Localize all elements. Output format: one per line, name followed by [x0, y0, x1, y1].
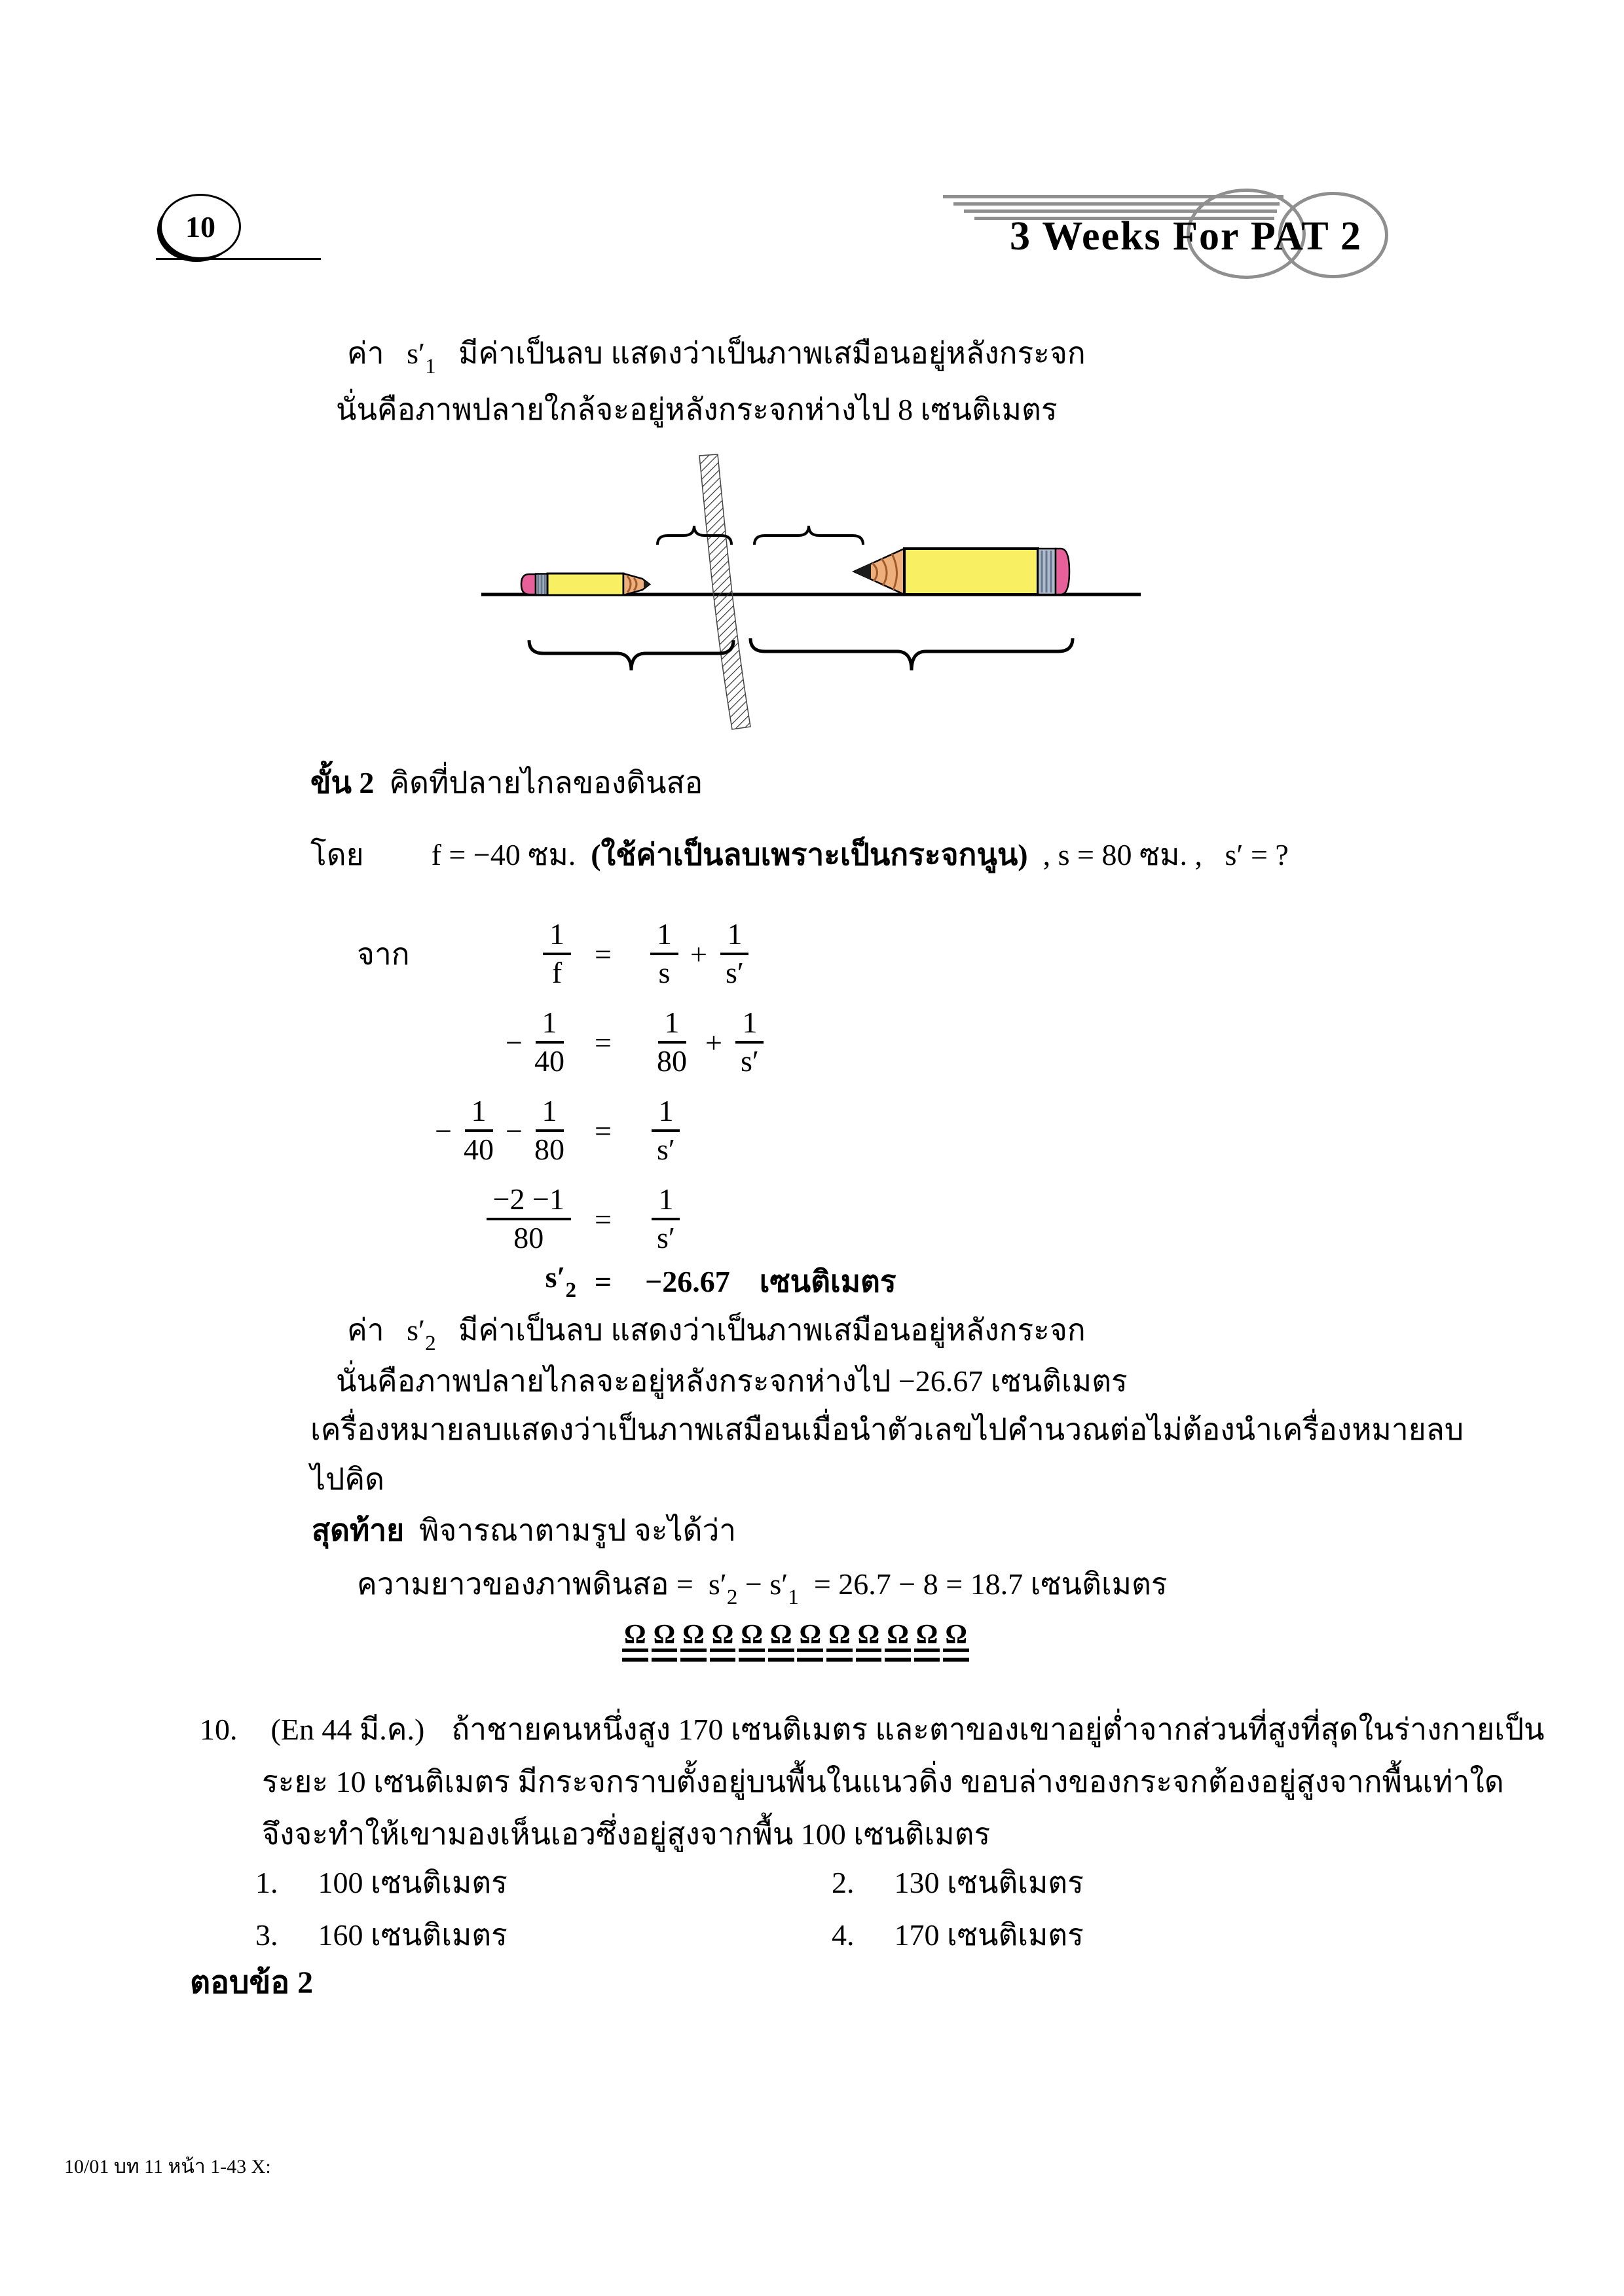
image-pencil-tip	[854, 563, 871, 580]
equals-sign: =	[595, 1202, 612, 1236]
result-unit: เซนติเมตร	[759, 1264, 896, 1298]
frac-1-over-40: $\frac{1}{40}$	[534, 1006, 564, 1078]
separator-glyph: Ω	[885, 1622, 911, 1662]
brace-bottom-right	[750, 638, 1073, 670]
final-label: สุดท้าย	[312, 1514, 405, 1547]
minus-sign: −	[506, 1114, 523, 1148]
separator	[622, 1622, 969, 1662]
convex-mirror	[699, 454, 750, 729]
page-number-badge	[160, 194, 241, 259]
final-answer-line: ความยาวของภาพดินสอ = $s'_2 - s'_1 = 26.7 - 8 = 18.7$ เซนติเมตร	[357, 1567, 1168, 1609]
s1-variable: $s'_1$	[769, 1567, 799, 1609]
object-pencil-body	[547, 574, 623, 595]
separator-glyph: Ω	[943, 1622, 969, 1662]
intro-line-1	[347, 334, 1086, 380]
separator-glyph: Ω	[739, 1622, 765, 1662]
separator-glyph: Ω	[710, 1622, 736, 1662]
plus-sign: +	[690, 937, 707, 971]
frac-1-over-80: $\frac{1}{80}$	[534, 1094, 564, 1166]
equation-1	[0, 911, 1624, 996]
frac-1-over-s-prime: $\frac{1}{s'}$	[650, 1095, 682, 1166]
question-number: 10.	[200, 1713, 238, 1746]
page-number: 10	[185, 210, 215, 244]
frac-1-over-s-prime: $\frac{1}{s'}$	[719, 918, 750, 989]
frac-neg3-over-80: $\frac{-2 -1}{80}$	[487, 1183, 571, 1254]
result-value: −26.67	[645, 1264, 730, 1298]
step2-heading	[310, 763, 703, 803]
question-line-2: ระยะ 10 เซนติเมตร มีกระจกราบตั้งอยู่บนพื้นในแนวดิ่ง ขอบล่างของกระจกต้องอยู่สูงจากพื้นเท่าใด	[262, 1765, 1504, 1798]
choice-number: 1.	[255, 1866, 278, 1899]
frac-1-over-40: $\frac{1}{40}$	[464, 1094, 494, 1166]
choice-text: 160 เซนติเมตร	[318, 1918, 507, 1952]
separator-glyph: Ω	[622, 1622, 648, 1662]
equation-3	[0, 1088, 1624, 1173]
equals-sign: =	[594, 1264, 612, 1298]
choice-number: 3.	[255, 1918, 278, 1952]
page-footer: 10/01 บท 11 หน้า 1-43 X:	[64, 2156, 271, 2178]
given-unknown: s′ = ?	[1225, 838, 1289, 871]
choice-number: 4.	[832, 1918, 855, 1952]
question-source: (En 44 มี.ค.)	[270, 1713, 425, 1746]
s2-variable: $s'_2$	[708, 1567, 738, 1609]
question-line-3: จึงจะทำให้เขามองเห็นเอวซึ่งอยู่สูงจากพื้น 100 เซนติเมตร	[262, 1817, 991, 1851]
s1-variable: $s'_1$	[407, 337, 436, 378]
mirror-pencil-diagram	[445, 452, 1166, 733]
step2-given-line	[310, 835, 1289, 875]
frac-1-over-80: $\frac{1}{80}$	[657, 1006, 687, 1078]
choice-3	[255, 1916, 507, 1955]
intro-line-2: นั่นคือภาพปลายใกล้จะอยู่หลังกระจกห่างไป 8 เซนติเมตร	[336, 393, 1058, 426]
equation-4	[0, 1176, 1624, 1262]
final-heading	[312, 1511, 736, 1550]
frac-1-over-s-prime: $\frac{1}{s'}$	[650, 1183, 682, 1254]
step2-label: ขั้น 2	[310, 766, 375, 799]
choice-4	[832, 1916, 1084, 1955]
given-focal-length: f = −40 ซม.	[431, 838, 576, 871]
minus-sign: −	[435, 1114, 452, 1148]
given-note: (ใช้ค่าเป็นลบเพราะเป็นกระจกนูน)	[591, 838, 1028, 871]
equals-sign: =	[595, 937, 612, 971]
frac-1-over-s-prime: $\frac{1}{s'}$	[734, 1006, 766, 1078]
question-text-1: ถ้าชายคนหนึ่งสูง 170 เซนติเมตร และตาของเขาอยู่ต่ำจากส่วนที่สูงที่สุดในร่างกายเป็น	[451, 1713, 1545, 1746]
minus-sign: −	[745, 1567, 762, 1601]
image-pencil	[854, 549, 1069, 594]
plus-sign: +	[705, 1025, 722, 1059]
step2-title: คิดที่ปลายไกลของดินสอ	[389, 766, 703, 799]
image-pencil-eraser	[1056, 549, 1069, 594]
brace-bottom-left	[529, 640, 733, 670]
choice-text: 170 เซนติเมตร	[894, 1918, 1084, 1952]
choice-text: 130 เซนติเมตร	[894, 1866, 1084, 1899]
given-object-distance: , s = 80 ซม. ,	[1043, 838, 1202, 871]
from-label: จาก	[357, 938, 410, 971]
question-line-1	[200, 1710, 1544, 1749]
intro-pre: ค่า	[347, 337, 384, 370]
frac-1-over-s: $\frac{1}{s}$	[650, 918, 678, 989]
conclusion-line-4: ไปคิด	[310, 1463, 384, 1496]
separator-glyph: Ω	[797, 1622, 823, 1662]
choice-2	[832, 1863, 1084, 1903]
conclusion-line-1: ค่า $s'_2$ มีค่าเป็นลบ แสดงว่าเป็นภาพเสมือนอยู่หลังกระจก	[347, 1313, 1086, 1355]
conclusion-line-2: นั่นคือภาพปลายไกลจะอยู่หลังกระจกห่างไป −26.67 เซนติเมตร	[336, 1364, 1128, 1398]
image-pencil-body	[904, 549, 1038, 594]
page-number-underline	[156, 258, 321, 260]
equals-sign: =	[595, 1025, 612, 1059]
result-line	[0, 1258, 1624, 1304]
choice-1	[255, 1863, 507, 1903]
separator-glyph: Ω	[652, 1622, 678, 1662]
separator-glyph: Ω	[914, 1622, 940, 1662]
intro-post: มีค่าเป็นลบ แสดงว่าเป็นภาพเสมือนอยู่หลังกระจก	[458, 337, 1086, 370]
minus-sign: −	[506, 1025, 523, 1059]
final-title: พิจารณาตามรูป จะได้ว่า	[419, 1514, 737, 1547]
s2-variable: $s'_2$	[545, 1260, 576, 1302]
given-label: โดย	[310, 838, 364, 871]
object-pencil-eraser	[521, 574, 536, 594]
frac-1-over-f: $\frac{1}{f}$	[543, 918, 571, 989]
equals-sign: =	[595, 1114, 612, 1148]
s2-variable: $s'_2$	[407, 1313, 436, 1355]
choice-number: 2.	[832, 1866, 855, 1899]
separator-glyph: Ω	[826, 1622, 853, 1662]
separator-glyph: Ω	[768, 1622, 794, 1662]
separator-glyph: Ω	[680, 1622, 707, 1662]
book-title: 3 Weeks For PAT 2	[1010, 214, 1363, 259]
conclusion-line-3: เครื่องหมายลบแสดงว่าเป็นภาพเสมือนเมื่อนำตัวเลขไปคำนวณต่อไม่ต้องนำเครื่องหมายลบ	[310, 1413, 1464, 1446]
choice-text: 100 เซนติเมตร	[318, 1866, 507, 1899]
answer-label: ตอบข้อ 2	[190, 1965, 314, 2000]
brace-top-right	[754, 526, 863, 545]
object-pencil	[521, 574, 650, 595]
equation-2	[0, 1000, 1624, 1085]
separator-glyph: Ω	[856, 1622, 882, 1662]
